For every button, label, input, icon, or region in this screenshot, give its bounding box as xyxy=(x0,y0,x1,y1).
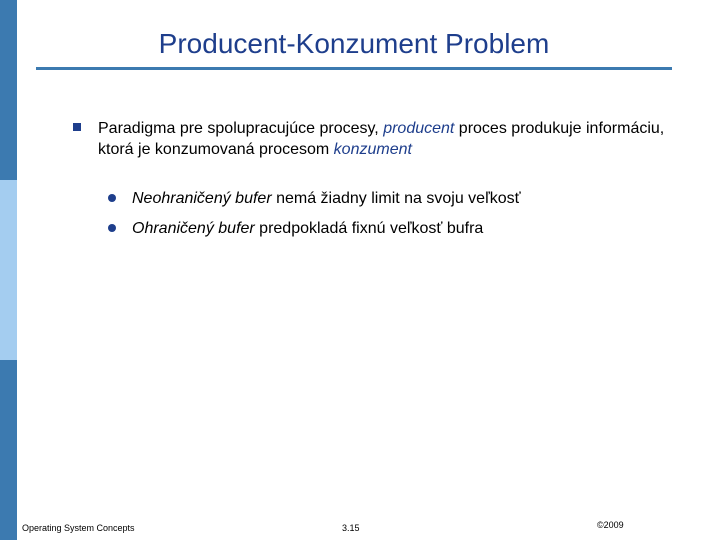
sub-bullet-text xyxy=(132,218,688,239)
title-underline xyxy=(36,67,672,70)
sub-bullet-bounded xyxy=(108,218,688,239)
footer-slide-number: 3.15 xyxy=(342,523,360,533)
sub-bullet-rest: predpokladá fixnú veľkosť bufra xyxy=(254,220,484,237)
footer-copyright: ©2009 xyxy=(597,520,624,530)
term-producent: producent xyxy=(383,120,455,137)
footer-book-title: Operating System Concepts xyxy=(22,523,135,533)
left-decorative-bar xyxy=(0,0,17,540)
sidebar-segment-middle xyxy=(0,180,17,360)
main-bullet xyxy=(76,118,676,160)
term-konzument: konzument xyxy=(333,141,412,158)
round-bullet-icon xyxy=(108,194,116,202)
round-bullet-icon xyxy=(108,224,116,232)
term-bounded-buffer: Ohraničený bufer xyxy=(132,220,255,237)
square-bullet-icon xyxy=(73,123,81,131)
sub-bullet-rest: nemá žiadny limit na svoju veľkosť xyxy=(271,190,521,207)
main-text-part-1: Paradigma pre spolupracujúce procesy, xyxy=(98,120,384,137)
term-unbounded-buffer: Neohraničený bufer xyxy=(132,190,272,207)
slide-title: Producent-Konzument Problem xyxy=(158,28,550,59)
sub-bullet-text xyxy=(132,188,688,209)
sidebar-segment-top xyxy=(0,0,17,180)
sub-bullet-unbounded xyxy=(108,188,688,209)
sidebar-segment-bottom xyxy=(0,360,17,540)
main-text-part-2: proces produkuje informáciu, ktorá je konzumovaná procesom xyxy=(98,120,665,158)
main-bullet-text xyxy=(98,118,676,160)
